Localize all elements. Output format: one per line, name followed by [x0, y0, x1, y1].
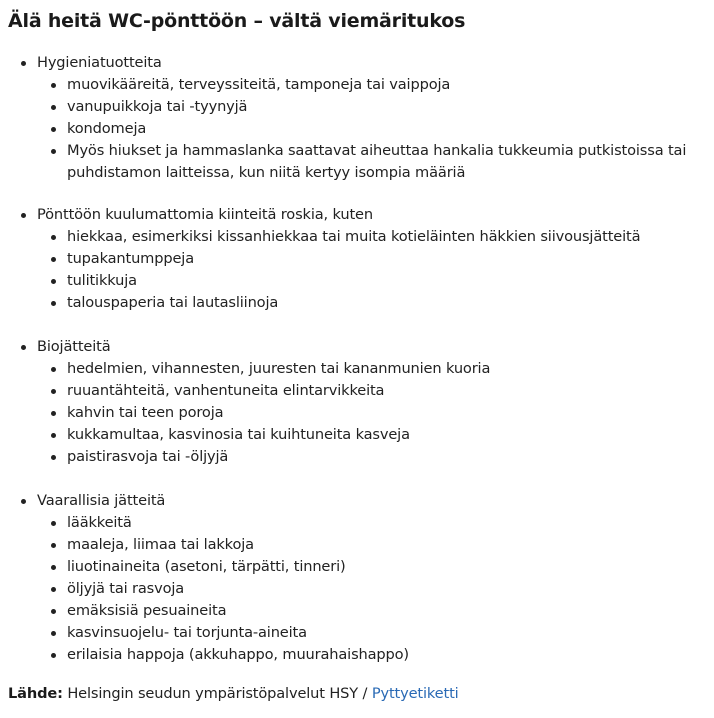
- list-item: tupakantumppeja: [67, 250, 195, 267]
- bullet-icon: [21, 499, 26, 504]
- bullet-icon: [51, 631, 56, 636]
- list-item: emäksisiä pesuaineita: [67, 602, 227, 619]
- list-item: tulitikkuja: [67, 272, 137, 289]
- list-item: Myös hiukset ja hammaslanka saattavat aiheuttaa hankalia tukkeumia putkistoissa tai puhdistamon laitteissa, kun niitä kertyy isompia määriä: [67, 142, 687, 181]
- list-item: liuotinaineita (asetoni, tärpätti, tinneri): [67, 558, 346, 575]
- section-heading: Hygieniatuotteita: [37, 54, 162, 71]
- bullet-icon: [21, 61, 26, 66]
- section-heading: Pönttöön kuulumattomia kiinteitä roskia, kuten: [37, 206, 373, 223]
- list-item: lääkkeitä: [67, 514, 132, 531]
- list-item: kahvin tai teen poroja: [67, 404, 224, 421]
- bullet-icon: [51, 301, 56, 306]
- bullet-icon: [51, 609, 56, 614]
- bullet-icon: [51, 565, 56, 570]
- list-item: erilaisia happoja (akkuhappo, muurahaishappo): [67, 646, 409, 663]
- bullet-icon: [51, 521, 56, 526]
- page-title: Älä heitä WC-pönttöön – vältä viemäritukos: [8, 10, 466, 32]
- list-item: ruuantähteitä, vanhentuneita elintarvikkeita: [67, 382, 385, 399]
- bullet-icon: [51, 127, 56, 132]
- list-item: muovikääreitä, terveyssiteitä, tamponeja tai vaippoja: [67, 76, 451, 93]
- list-item: kukkamultaa, kasvinosia tai kuihtuneita kasveja: [67, 426, 410, 443]
- bullet-icon: [51, 257, 56, 262]
- bullet-icon: [51, 367, 56, 372]
- list-item: öljyjä tai rasvoja: [67, 580, 185, 597]
- list-item: vanupuikkoja tai -tyynyjä: [67, 98, 248, 115]
- list-item: hiekkaa, esimerkiksi kissanhiekkaa tai muita kotieläinten häkkien siivousjätteitä: [67, 228, 641, 245]
- bullet-icon: [51, 105, 56, 110]
- list-item: paistirasvoja tai -öljyjä: [67, 448, 229, 465]
- bullet-icon: [21, 213, 26, 218]
- source-link[interactable]: Pyttyetiketti: [371, 685, 459, 702]
- bullet-icon: [51, 389, 56, 394]
- source-line: [8, 683, 459, 705]
- source-text: Helsingin seudun ympäristöpalvelut HSY /: [67, 685, 368, 702]
- bullet-icon: [51, 587, 56, 592]
- bullet-icon: [51, 543, 56, 548]
- list-item: talouspaperia tai lautasliinoja: [67, 294, 279, 311]
- bullet-icon: [51, 411, 56, 416]
- list-item: kondomeja: [67, 120, 147, 137]
- bullet-icon: [51, 653, 56, 658]
- section-heading: Biojätteitä: [37, 338, 111, 355]
- bullet-icon: [21, 345, 26, 350]
- list-item: maaleja, liimaa tai lakkoja: [67, 536, 254, 553]
- bullet-icon: [51, 149, 56, 154]
- section-heading: Vaarallisia jätteitä: [37, 492, 166, 509]
- bullet-icon: [51, 455, 56, 460]
- bullet-icon: [51, 433, 56, 438]
- bullet-icon: [51, 83, 56, 88]
- bullet-icon: [51, 235, 56, 240]
- source-label: Lähde:: [8, 685, 63, 702]
- list-item: kasvinsuojelu- tai torjunta-aineita: [67, 624, 307, 641]
- bullet-icon: [51, 279, 56, 284]
- list-item: hedelmien, vihannesten, juuresten tai kananmunien kuoria: [67, 360, 491, 377]
